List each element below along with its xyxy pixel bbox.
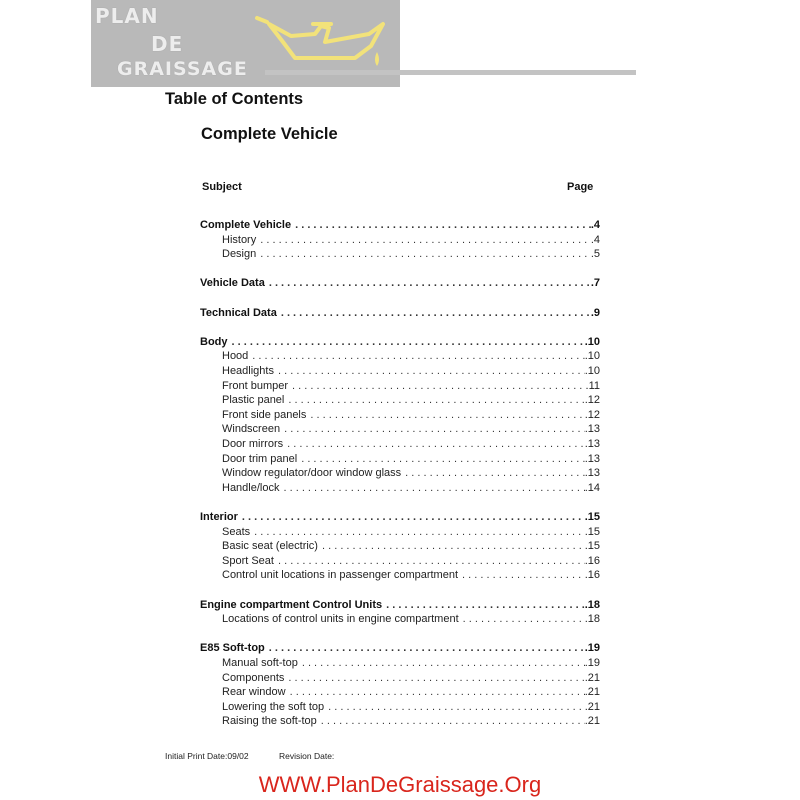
dot-leader (278, 365, 585, 377)
toc-entry-page: .11 (585, 379, 600, 392)
toc-entry[interactable] (200, 511, 600, 525)
toc-entry-page: .14 (584, 481, 600, 494)
toc-entry-page: .21 (584, 700, 600, 713)
dot-leader (301, 453, 585, 465)
toc-entry-page: .12 (584, 394, 600, 407)
toc-subentry[interactable] (200, 482, 600, 496)
toc-entry-page: .21 (584, 671, 600, 684)
toc-entry[interactable] (200, 642, 600, 656)
toc-entry-page: .5 (590, 248, 600, 261)
dot-leader (292, 380, 585, 392)
dot-leader (254, 526, 585, 538)
toc-entry-page: .13 (584, 452, 600, 465)
toc-entry-page: .4 (590, 233, 600, 246)
dot-leader (288, 394, 584, 406)
toc-subentry[interactable] (200, 234, 600, 248)
toc-entry-label: Components (222, 671, 285, 684)
toc-entry-label: Technical Data (200, 306, 277, 319)
toc-entry-label: Interior (200, 511, 238, 523)
toc-entry[interactable] (200, 307, 600, 321)
dot-leader (260, 234, 591, 246)
toc-entry-page: .19 (584, 657, 600, 669)
toc-entry-page: .15 (584, 540, 600, 553)
toc-entry-label: Front side panels (222, 408, 307, 421)
toc-entry-page: .15 (584, 525, 600, 538)
dot-leader (288, 672, 584, 684)
toc-subentry[interactable] (200, 423, 600, 437)
toc-entry[interactable] (200, 219, 600, 233)
dot-leader (405, 467, 585, 479)
toc-entry-page: .10 (584, 365, 600, 377)
toc-entry-label: Engine compartment Control Units (200, 598, 383, 611)
toc-entry-page: .15 (584, 511, 600, 523)
toc-subentry[interactable] (200, 555, 600, 569)
toc-entry[interactable] (200, 277, 600, 291)
toc-subentry[interactable] (200, 365, 600, 379)
footer (165, 751, 362, 761)
toc-entry-label: Basic seat (electric) (222, 540, 318, 553)
toc-entry-page: .16 (584, 554, 600, 567)
toc-subentry[interactable] (200, 540, 600, 554)
toc-entry-page: .18 (584, 613, 600, 626)
dot-leader (281, 307, 591, 319)
dot-leader (252, 350, 584, 362)
toc-entry-page: .21 (584, 686, 600, 699)
toc-entry-label: Rear window (222, 686, 286, 699)
toc-entry-page: .9 (590, 306, 600, 319)
toc-entry-label: Door mirrors (222, 438, 284, 450)
toc-subentry[interactable] (200, 467, 600, 481)
dot-leader (287, 438, 585, 450)
toc-subentry[interactable] (200, 686, 600, 700)
toc-entry-page: .13 (584, 467, 600, 480)
dot-leader (463, 613, 585, 625)
print-date: Initial Print Date:09/02 (165, 751, 249, 761)
dot-leader (322, 540, 585, 552)
toc-entry-label: Seats (222, 525, 251, 538)
toc-entry-page: .13 (584, 438, 600, 450)
toc-entry-label: Window regulator/door window glass (222, 467, 402, 480)
toc-subentry[interactable] (200, 409, 600, 423)
column-header-subject: Subject (202, 181, 242, 193)
toc-subentry[interactable] (200, 613, 600, 627)
toc-subentry[interactable] (200, 248, 600, 262)
toc-subentry[interactable] (200, 350, 600, 364)
dot-leader (295, 219, 591, 231)
dot-leader (283, 482, 584, 494)
toc-subentry[interactable] (200, 657, 600, 671)
toc-subentry[interactable] (200, 569, 600, 583)
dot-leader (321, 715, 585, 727)
toc-entry-label: Handle/lock (222, 481, 280, 494)
toc-subentry[interactable] (200, 701, 600, 715)
toc-entry-page: .10 (584, 350, 600, 363)
toc-entry-page: .18 (584, 598, 600, 611)
website-link[interactable]: WWW.PlanDeGraissage.Org (258, 772, 542, 797)
dot-leader (290, 686, 585, 698)
toc-entry-label: Control unit locations in passenger compartment (222, 569, 459, 582)
toc-entry-label: Body (200, 335, 228, 348)
toc-entry-page: .19 (584, 642, 600, 655)
dot-leader (278, 555, 585, 567)
toc-entry-label: Plastic panel (222, 394, 285, 407)
toc-entry-label: Windscreen (222, 423, 281, 436)
toc-subentry[interactable] (200, 672, 600, 686)
toc-entry-label: Sport Seat (222, 554, 274, 567)
toc-entry-label: Raising the soft-top (222, 715, 317, 728)
toc-entry-label: E85 Soft-top (200, 642, 265, 655)
logo-word-de: DE (151, 32, 184, 56)
dot-leader (260, 248, 591, 260)
toc-subentry[interactable] (200, 715, 600, 729)
toc-entry-label: Lowering the soft top (222, 700, 325, 713)
toc-subentry[interactable] (200, 394, 600, 408)
dot-leader (284, 423, 585, 435)
dot-leader (242, 511, 585, 523)
dot-leader (310, 409, 584, 421)
toc-entry[interactable] (200, 336, 600, 350)
toc-entry-page: .7 (590, 277, 600, 290)
toc-entry-page: .12 (584, 408, 600, 421)
toc-subentry[interactable] (200, 453, 600, 467)
dot-leader (328, 701, 585, 713)
toc-entry[interactable] (200, 599, 600, 613)
dot-leader (302, 657, 585, 669)
toc-entry-label: Vehicle Data (200, 277, 265, 290)
toc-entry-page: .21 (584, 715, 600, 728)
toc-entry-label: Locations of control units in engine compartment (222, 613, 459, 626)
toc-subentry[interactable] (200, 438, 600, 452)
column-header-page: Page (567, 181, 594, 193)
toc-entry-label: Design (222, 248, 257, 261)
toc-subentry[interactable] (200, 526, 600, 540)
dot-leader (269, 642, 585, 654)
toc-entry-label: Headlights (222, 365, 274, 377)
dot-leader (232, 336, 585, 348)
toc-entry-label: Door trim panel (222, 452, 298, 465)
toc-entry-page: .13 (584, 423, 600, 436)
section-title: Complete Vehicle (201, 125, 338, 143)
logo-word-graissage: GRAISSAGE (117, 58, 248, 80)
toc-entry-label: History (222, 233, 257, 246)
dot-leader (269, 277, 591, 289)
toc-title: Table of Contents (165, 90, 304, 108)
dot-leader (386, 599, 585, 611)
toc-entry-page: .4 (590, 219, 600, 231)
toc-entry-label: Hood (222, 350, 249, 363)
dot-leader (462, 569, 585, 581)
toc-subentry[interactable] (200, 380, 600, 394)
toc-entry-label: Manual soft-top (222, 657, 298, 669)
toc-list (200, 0, 600, 760)
toc-entry-page: .16 (584, 569, 600, 582)
toc-entry-label: Complete Vehicle (200, 219, 292, 231)
revision-date: Revision Date: (279, 751, 335, 761)
toc-entry-label: Front bumper (222, 379, 289, 392)
toc-entry-page: .10 (584, 335, 600, 348)
logo-word-plan: PLAN (95, 4, 159, 28)
